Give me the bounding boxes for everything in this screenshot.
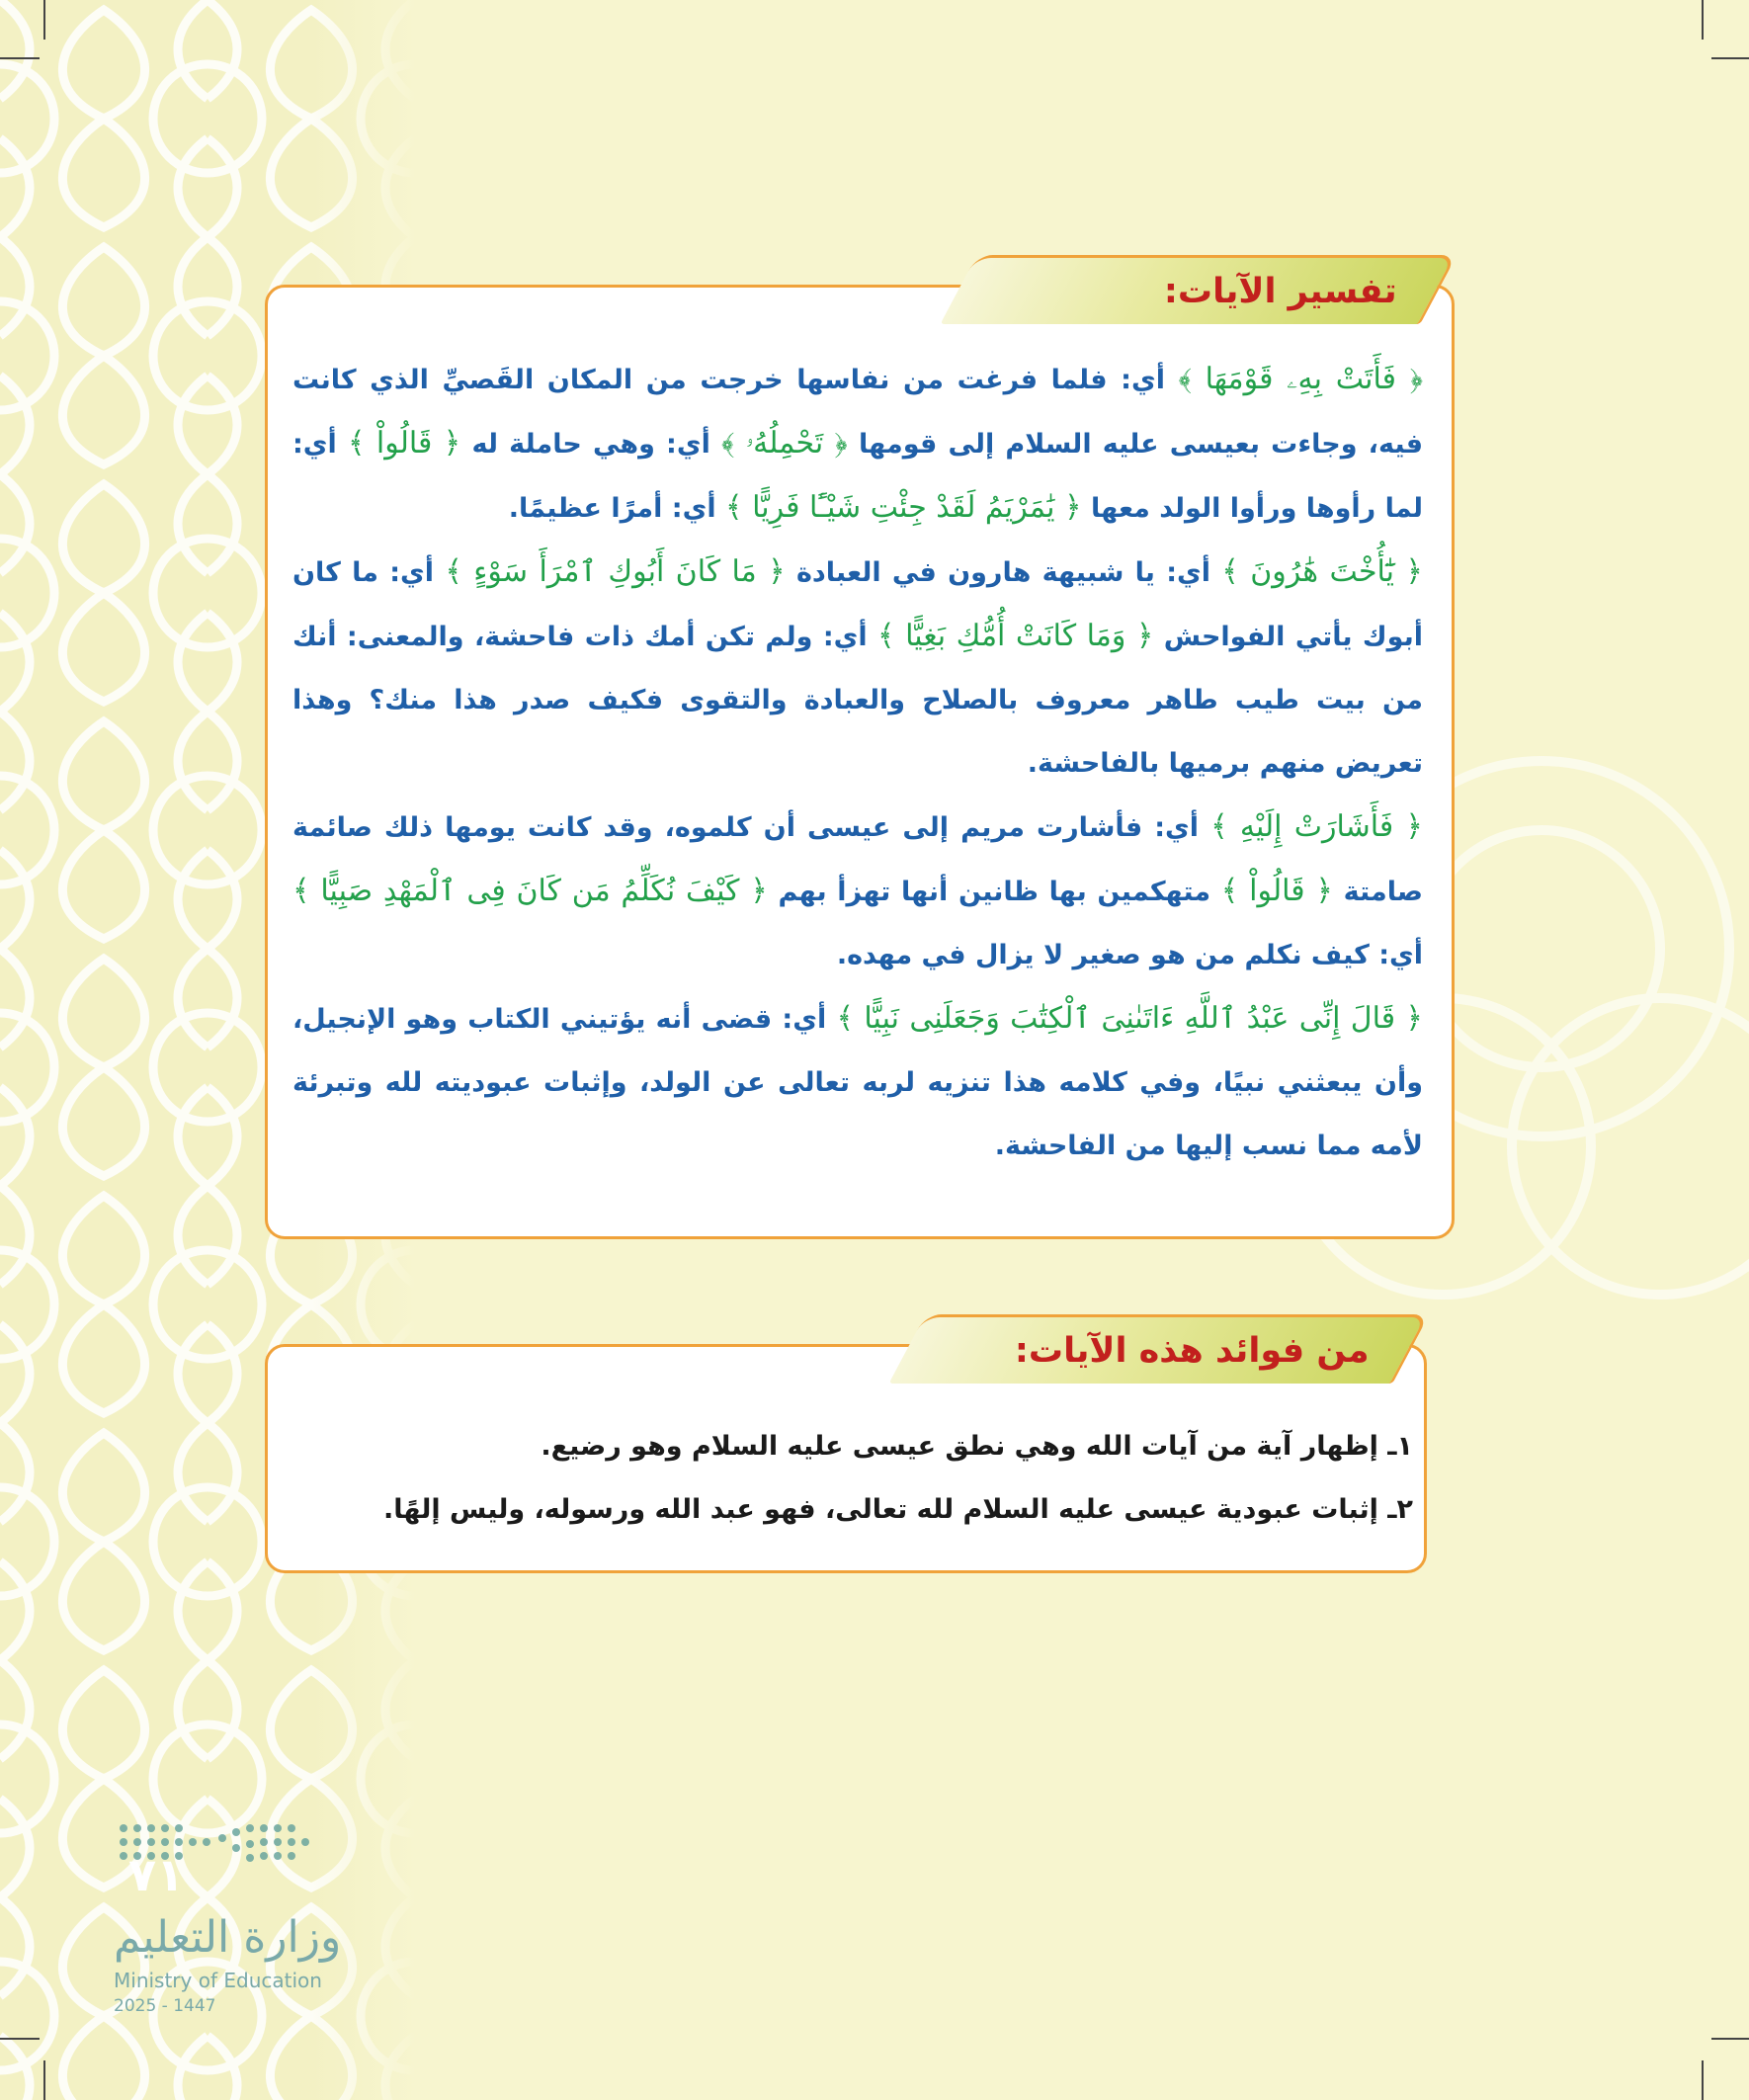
benefit-item: ١ـ إظهار آية من آيات الله وهي نطق عيسى عليه السلام وهو رضيع.	[541, 1431, 1413, 1462]
tafsir-paragraph	[292, 541, 1423, 796]
explanation-text: أي: أمرًا عظيمًا.	[508, 493, 726, 524]
explanation-text: أي: فأشارت مريم إلى عيسى أن كلموه، وقد كانت يومها ذلك صائمة صامتة	[292, 812, 1423, 907]
logo-english-text: Ministry of Education	[114, 1969, 322, 1992]
quran-verse: ﴿ فَأَتَتْ بِهِۦ قَوْمَهَا ﴾	[1178, 362, 1423, 396]
quran-verse: ﴿ قَالُواْ ﴾	[348, 426, 461, 461]
tafsir-paragraph	[292, 348, 1423, 541]
crop-mark	[1702, 2060, 1704, 2100]
ministry-logo	[20, 1818, 346, 2036]
tafsir-title: تفسير الآيات:	[1164, 271, 1398, 311]
tafsir-paragraph	[292, 796, 1423, 987]
explanation-text: أي: ولم تكن أمك ذات فاحشة، والمعنى: أنك من بيت طيب طاهر معروف بالصلاح والعبادة والتقوى فكيف صدر هذا منك؟ وهذا تعريض منهم برميها بالفاحشة.	[292, 622, 1423, 779]
explanation-text: أي: قضى أنه يؤتيني الكتاب وهو الإنجيل، وأن يبعثني نبيًا، وفي كلامه هذا تنزيه لربه تعالى عن الولد، وإثبات عبوديته لله وتبرئة لأمه مما نسب إليها من الفاحشة.	[292, 1004, 1423, 1161]
explanation-text: متهكمين بها ظانين أنها تهزأ بهم	[767, 877, 1221, 907]
quran-verse: ﴿ يَٰمَرْيَمُ لَقَدْ جِئْتِ شَيْـًٔا فَرِيًّا ﴾	[725, 490, 1082, 525]
crop-mark	[43, 2060, 45, 2100]
logo-year-text: 2025 - 1447	[114, 1996, 216, 2016]
quran-verse: ﴿ يَٰٓأُخْتَ هَٰرُونَ ﴾	[1221, 554, 1423, 589]
crop-mark	[0, 2038, 40, 2040]
explanation-text: أي: ما كان أبوك يأتي الفواحش	[292, 557, 1424, 652]
quran-verse: ﴿ قَالُواْ ﴾	[1220, 874, 1333, 908]
benefits-list	[296, 1415, 1413, 1542]
tafsir-title-tab	[940, 255, 1457, 324]
explanation-text: أي: يا شبيهة هارون في العبادة	[785, 557, 1222, 588]
quran-verse: ﴿ تَحْمِلُهُۥ ﴾	[721, 426, 848, 461]
quran-verse: ﴿ فَأَشَارَتْ إِلَيْهِ ﴾	[1210, 809, 1423, 844]
logo-arabic-text: وزارة التعليم	[114, 1912, 342, 1963]
crop-mark	[43, 0, 45, 40]
benefits-title: من فوائد هذه الآيات:	[1015, 1330, 1371, 1371]
tafsir-paragraph	[292, 987, 1423, 1178]
crop-mark	[1711, 2038, 1749, 2040]
quran-verse: ﴿ قَالَ إِنِّى عَبْدُ ٱللَّهِ ءَاتَىٰنِىَ ٱلْكِتَٰبَ وَجَعَلَنِى نَبِيًّا ﴾	[836, 1001, 1424, 1036]
benefits-title-tab	[888, 1314, 1429, 1384]
explanation-text: أي: فلما فرغت من نفاسها خرجت من المكان القَصيِّ الذي كانت فيه، وجاءت بعيسى عليه السلام إلى قومها	[292, 365, 1424, 460]
quran-verse: ﴿ كَيْفَ نُكَلِّمُ مَن كَانَ فِى ٱلْمَهْدِ صَبِيًّا ﴾	[292, 874, 768, 908]
page-number: ٧١	[128, 1848, 185, 1901]
benefit-item: ٢ـ إثبات عبودية عيسى عليه السلام لله تعالى، فهو عبد الله ورسوله، وليس إلهًا.	[383, 1494, 1413, 1525]
explanation-text: أي: وهي حاملة له	[460, 429, 722, 460]
explanation-text: أي: كيف نكلم من هو صغير لا يزال في مهده.	[836, 940, 1423, 970]
crop-mark	[1711, 57, 1749, 59]
quran-verse: ﴿ وَمَا كَانَتْ أُمُّكِ بَغِيًّا ﴾	[877, 619, 1154, 653]
tafsir-body	[292, 348, 1423, 1178]
crop-mark	[0, 57, 40, 59]
explanation-text: أي: لما رأوها ورأوا الولد معها	[292, 429, 1423, 524]
crop-mark	[1702, 0, 1704, 40]
quran-verse: ﴿ مَا كَانَ أَبُوكِ ٱمْرَأَ سَوْءٍ ﴾	[445, 554, 786, 589]
